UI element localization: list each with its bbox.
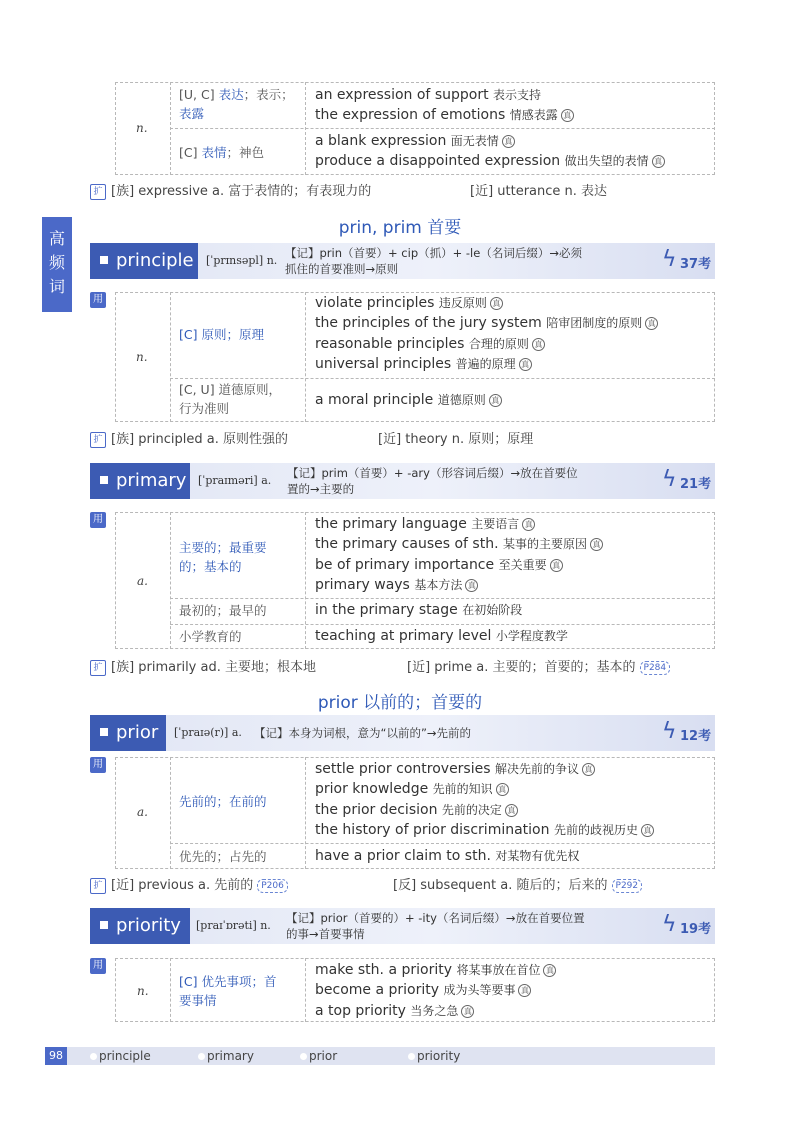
extend-icon: 扩 <box>90 184 106 200</box>
sense-label: [C] 表情；神色 <box>179 145 264 160</box>
word-banner-prior <box>90 715 715 751</box>
exam-mark-icon: 真 <box>518 984 531 997</box>
example-item: teaching at primary level 小学程度教学 <box>315 628 568 644</box>
sense-label: 主要的；最重要 的；基本的 <box>179 540 267 574</box>
part-of-speech: a. <box>137 805 148 819</box>
exam-mark-icon: 真 <box>645 317 658 330</box>
extension-line: 扩 [族] principled a. 原则性强的 <box>90 428 288 448</box>
headword: prior <box>90 715 166 751</box>
example-list: a moral principle 道德原则 真 <box>315 390 502 410</box>
exam-count: 12考 <box>680 729 712 744</box>
exam-mark-icon: 真 <box>502 135 515 148</box>
headword: primary <box>90 463 190 499</box>
word-banner-primary <box>90 463 715 499</box>
sense-label: 优先的；占先的 <box>179 849 267 864</box>
footer-word: prior <box>300 1047 337 1065</box>
exam-mark-icon: 真 <box>490 297 503 310</box>
extend-icon: 扩 <box>90 878 106 894</box>
exam-mark-icon: 真 <box>522 518 535 531</box>
exam-mark-icon: 真 <box>461 1005 474 1018</box>
memory-tip: 【记】本身为词根，意为“以前的”→先前的 <box>254 726 472 740</box>
sense-label: [U, C] 表达；表示； 表露 <box>179 87 294 121</box>
example-list: a blank expression 面无表情 真 produce a disappointed expression 做出失望的表情 真 <box>315 131 665 172</box>
sense-label: 先前的；在前的 <box>179 794 267 809</box>
exam-mark-icon: 真 <box>543 964 556 977</box>
headword: priority <box>90 908 190 944</box>
example-list: the primary language 主要语言 真 the primary causes of sth. 某事的主要原因 真 be of primary importance 至关重要 真 primary ways 基本方法 真 <box>315 514 603 595</box>
lightning-icon: ϟ <box>662 912 677 937</box>
extend-icon: 扩 <box>90 660 106 676</box>
extension-line: 扩 [族] expressive a. 富于表情的；有表现力的 <box>90 180 371 200</box>
high-frequency-tab: 高频词 <box>42 217 72 312</box>
lightning-icon: ϟ <box>662 247 677 272</box>
exam-mark-icon: 真 <box>489 394 502 407</box>
footer-word: principle <box>90 1047 151 1065</box>
extension-synonym: [近] prime a. 主要的；首要的；基本的 P284 <box>407 656 670 675</box>
word-banner-priority <box>90 908 715 944</box>
exam-count: 37考 <box>680 257 712 272</box>
page-reference[interactable]: P292 <box>612 879 643 893</box>
exam-mark-icon: 真 <box>582 763 595 776</box>
exam-mark-icon: 真 <box>519 358 532 371</box>
memory-tip: 【记】prim（首要）+ -ary（形容词后缀）→放在首要位 置的→主要的 <box>287 466 578 496</box>
exam-mark-icon: 真 <box>532 338 545 351</box>
footer-word: primary <box>198 1047 254 1065</box>
footer-word: priority <box>408 1047 460 1065</box>
lightning-icon: ϟ <box>662 719 677 744</box>
exam-mark-icon: 真 <box>550 559 563 572</box>
part-of-speech: n. <box>136 121 148 135</box>
sense-label: [C, U] 道德原则， 行为准则 <box>179 382 282 416</box>
part-of-speech: n. <box>136 350 148 364</box>
example-item: in the primary stage 在初始阶段 <box>315 602 523 618</box>
root-section-title: prior 以前的；首要的 <box>317 693 483 713</box>
example-list: make sth. a priority 将某事放在首位 真 become a priority 成为头等要事 真 a top priority 当务之急 真 <box>315 960 556 1021</box>
exam-mark-icon: 真 <box>561 109 574 122</box>
extension-synonym: [近] theory n. 原则；原理 <box>378 432 534 447</box>
extend-icon: 扩 <box>90 432 106 448</box>
usage-icon: 用 <box>90 757 106 773</box>
word-banner-principle <box>90 243 715 279</box>
part-of-speech: n. <box>137 984 149 998</box>
extension-line: 扩 [族] primarily ad. 主要地；根本地 <box>90 656 316 676</box>
example-list: an expression of support 表示支持 the expression of emotions 情感表露 真 <box>315 85 574 126</box>
sense-label: [C] 优先事项；首 要事情 <box>179 974 277 1008</box>
sense-label: [C] 原则；原理 <box>179 327 264 342</box>
root-section-title: prin, prim 首要 <box>338 218 462 238</box>
page-number: 98 <box>45 1047 67 1065</box>
phonetic: [ˈpraɪməri] a. <box>198 474 272 487</box>
exam-mark-icon: 真 <box>465 579 478 592</box>
lightning-icon: ϟ <box>662 467 677 492</box>
exam-count: 21考 <box>680 477 712 492</box>
phonetic: [ˈprɪnsəpl] n. <box>206 254 278 267</box>
phonetic: [praɪˈɒrəti] n. <box>196 919 271 932</box>
page-reference[interactable]: P284 <box>640 661 671 675</box>
extension-antonym: [反] subsequent a. 随后的；后来的 P292 <box>393 874 642 893</box>
exam-count: 19考 <box>680 922 712 937</box>
usage-icon: 用 <box>90 512 106 528</box>
page-footer <box>45 1047 715 1065</box>
exam-mark-icon: 真 <box>641 824 654 837</box>
extension-synonym: [近] utterance n. 表达 <box>470 184 608 199</box>
usage-icon: 用 <box>90 292 106 308</box>
headword: principle <box>90 243 198 279</box>
exam-mark-icon: 真 <box>590 538 603 551</box>
sense-label: 小学教育的 <box>179 629 242 644</box>
exam-mark-icon: 真 <box>652 155 665 168</box>
usage-icon: 用 <box>90 958 106 974</box>
exam-mark-icon: 真 <box>505 804 518 817</box>
memory-tip: 【记】prin（首要）+ cip（抓）+ -le（名词后缀）→必须 抓住的首要准则→原则 <box>285 246 582 276</box>
extension-line: 扩 [近] previous a. 先前的 P206 <box>90 874 288 894</box>
page-reference[interactable]: P206 <box>257 879 288 893</box>
memory-tip: 【记】prior（首要的）+ -ity（名词后缀）→放在首要位置 的事→首要事情 <box>286 911 585 941</box>
phonetic: [ˈpraɪə(r)] a. <box>174 726 242 739</box>
part-of-speech: a. <box>137 574 148 588</box>
sense-label: 最初的；最早的 <box>179 603 267 618</box>
example-list: settle prior controversies 解决先前的争议 真 prior knowledge 先前的知识 真 the prior decision 先前的决定 真 the history of prior discrimination 先前的歧视历史 真 <box>315 759 654 840</box>
exam-mark-icon: 真 <box>496 783 509 796</box>
example-list: violate principles 违反原则 真 the principles of the jury system 陪审团制度的原则 真 reasonable principles 合理的原则 真 universal principles 普遍的原理 真 <box>315 293 658 374</box>
example-item: have a prior claim to sth. 对某物有优先权 <box>315 848 580 864</box>
